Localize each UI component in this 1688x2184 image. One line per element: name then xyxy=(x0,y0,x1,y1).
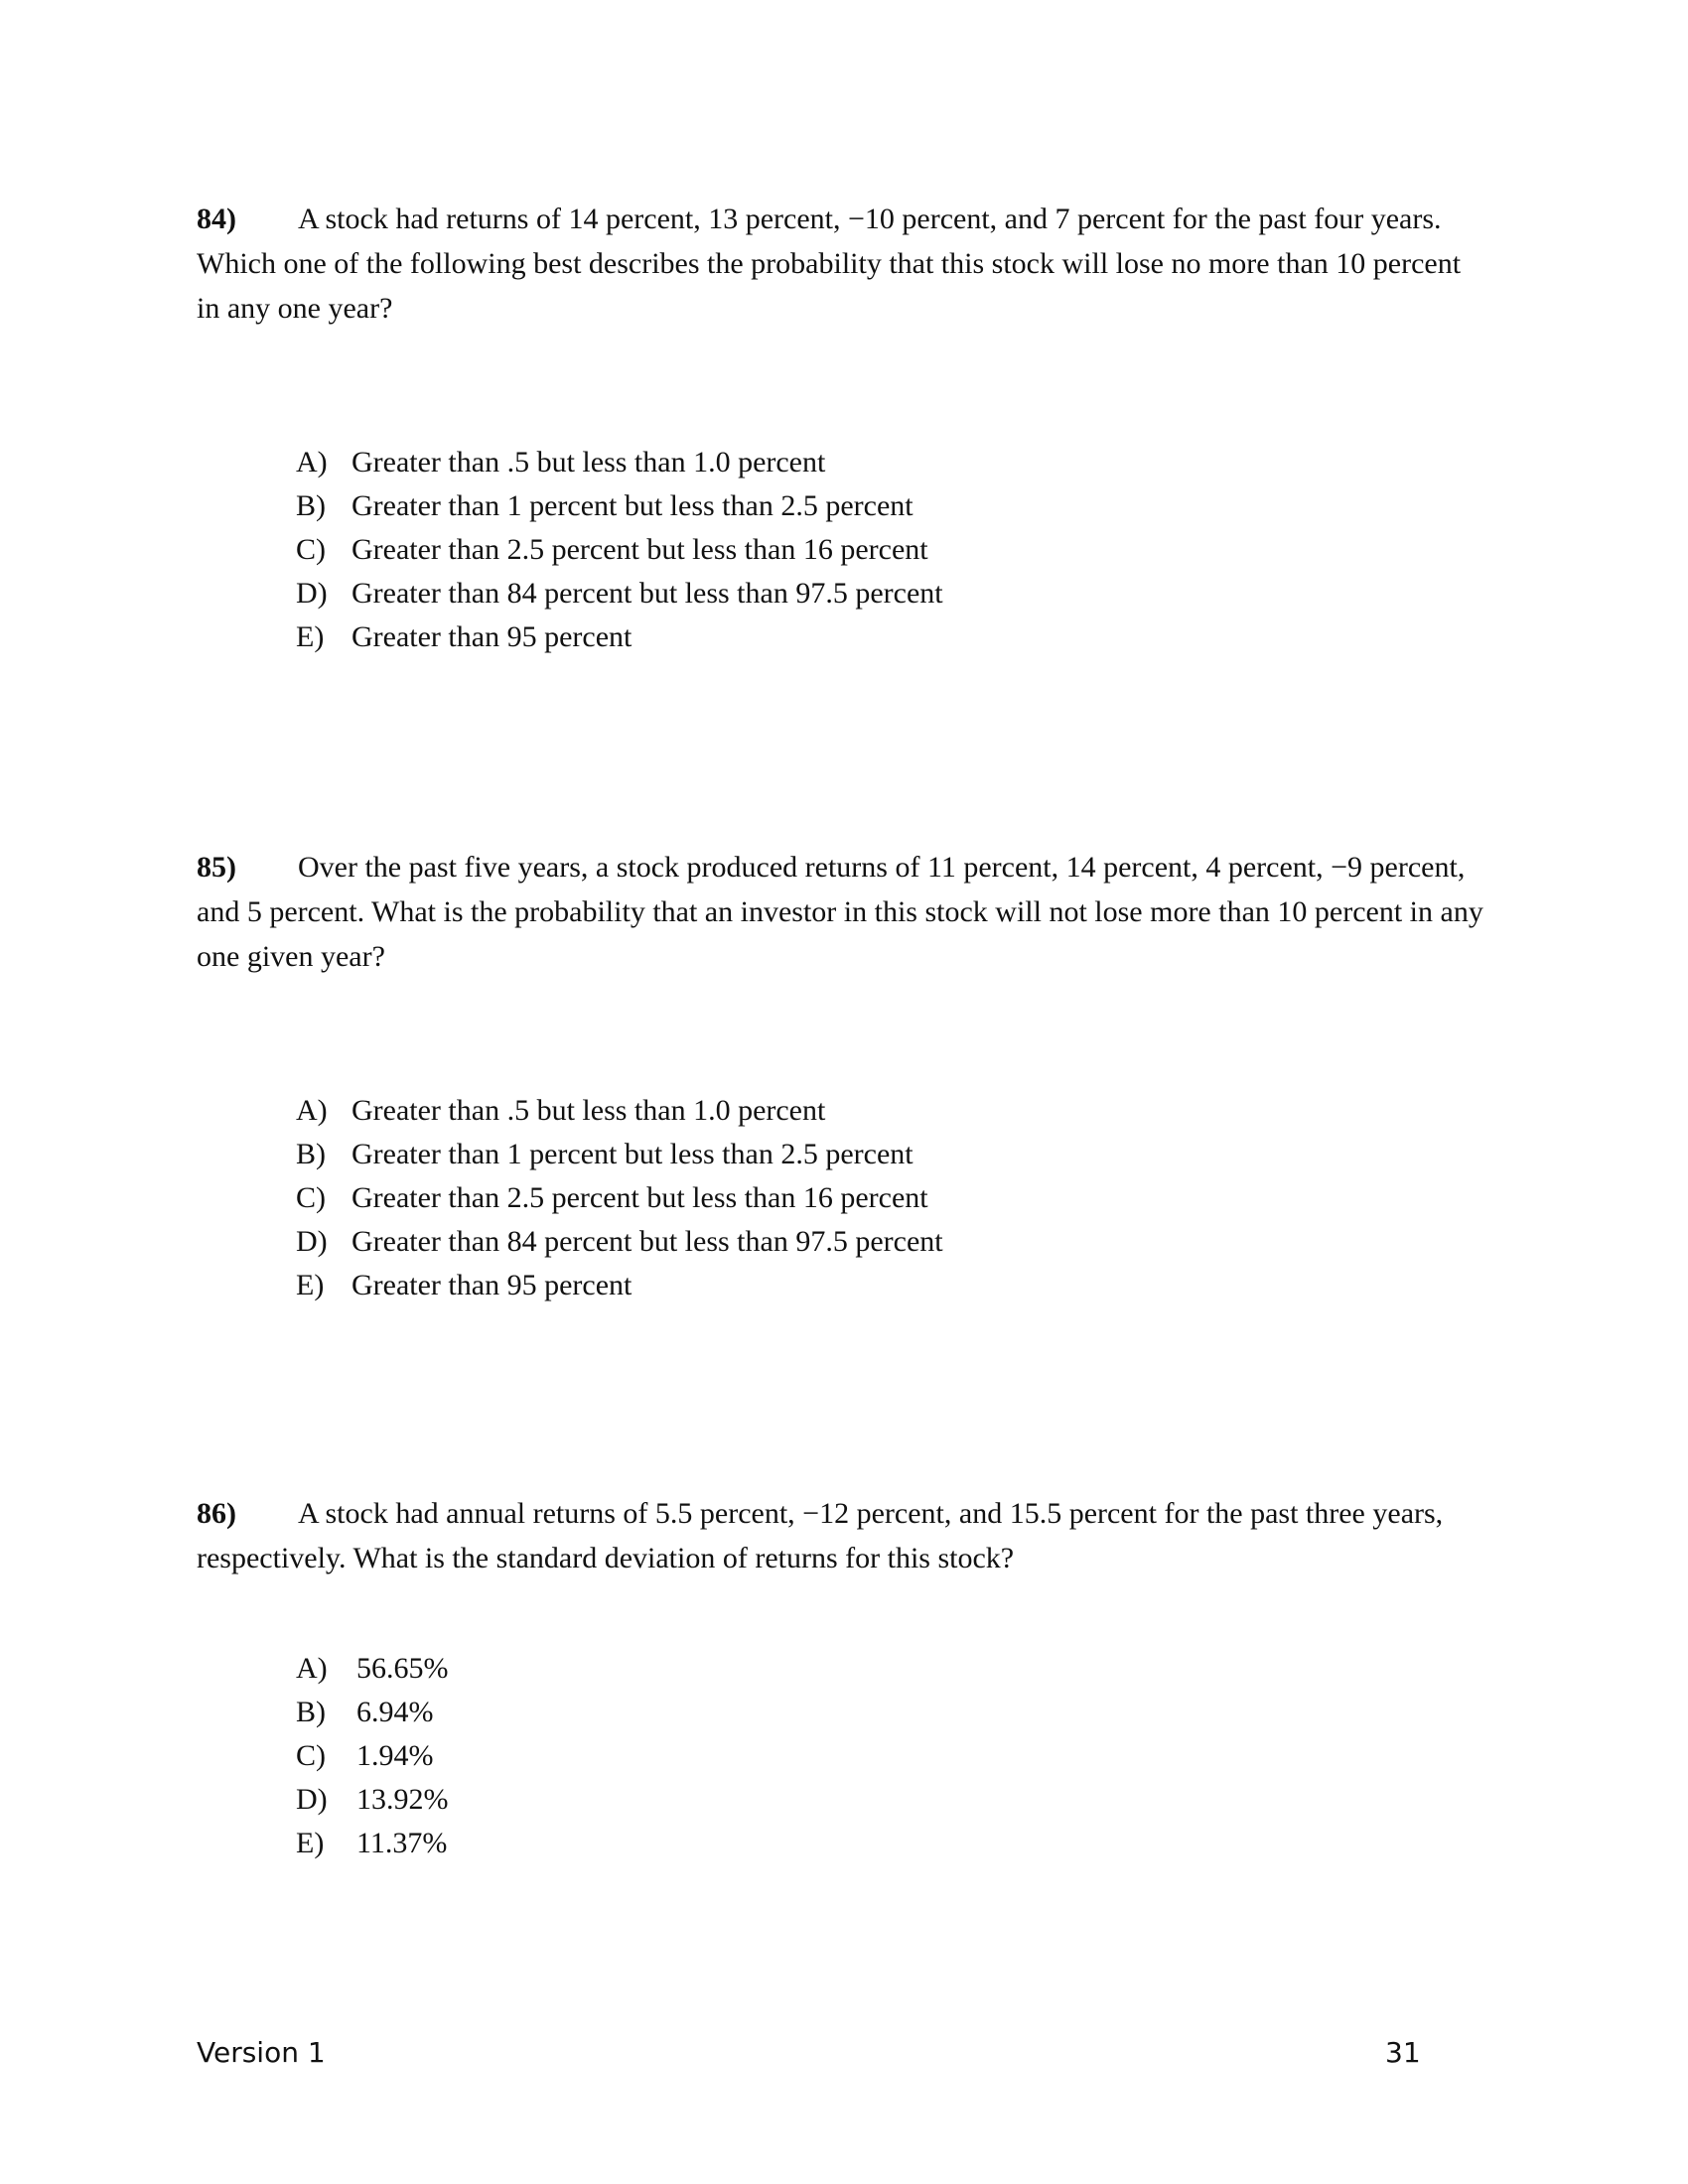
answer-choice xyxy=(296,1822,449,1865)
choice-letter: E) xyxy=(296,620,325,653)
question-text: A stock had annual returns of 5.5 percent, −12 percent, and 15.5 percent for the past three years, respectively. What is the standard deviation of returns for this stock? xyxy=(197,1497,1444,1574)
choice-letter: C) xyxy=(296,1181,326,1214)
choice-text: 6.94% xyxy=(356,1696,434,1728)
answer-choice xyxy=(296,572,943,615)
answer-choice xyxy=(296,1220,943,1264)
question-86 xyxy=(197,1491,1487,1580)
choice-letter: D) xyxy=(296,1225,328,1258)
answer-choice xyxy=(296,441,943,484)
choice-text: Greater than 1 percent but less than 2.5 percent xyxy=(352,489,914,522)
answer-choice xyxy=(296,1647,449,1691)
answer-choice xyxy=(296,1734,449,1778)
choice-letter: A) xyxy=(296,446,328,478)
choice-letter: C) xyxy=(296,533,326,566)
answer-choice xyxy=(296,1133,943,1176)
choice-text: Greater than 1 percent but less than 2.5 percent xyxy=(352,1138,914,1170)
question-84 xyxy=(197,197,1487,331)
choice-text: 1.94% xyxy=(356,1739,434,1772)
answer-choice xyxy=(296,1264,943,1307)
question-number: 85) xyxy=(197,851,236,884)
question-number: 86) xyxy=(197,1497,236,1530)
choice-text: Greater than 84 percent but less than 97.5 percent xyxy=(352,1225,943,1258)
choice-text: Greater than .5 but less than 1.0 percent xyxy=(352,1094,826,1127)
choice-text: Greater than 84 percent but less than 97.5 percent xyxy=(352,577,943,610)
answer-choice xyxy=(296,484,943,528)
answer-choice xyxy=(296,1176,943,1220)
choice-letter: B) xyxy=(296,489,326,522)
choice-text: 11.37% xyxy=(356,1827,448,1859)
answer-choices-85 xyxy=(296,1089,943,1307)
choice-letter: A) xyxy=(296,1094,328,1127)
answer-choice xyxy=(296,1089,943,1133)
choice-letter: B) xyxy=(296,1696,326,1728)
choice-letter: D) xyxy=(296,577,328,610)
choice-text: 56.65% xyxy=(356,1652,449,1685)
question-number: 84) xyxy=(197,203,236,235)
choice-letter: E) xyxy=(296,1827,325,1859)
choice-letter: E) xyxy=(296,1269,325,1301)
footer-version: Version 1 xyxy=(197,2036,326,2069)
choice-text: 13.92% xyxy=(356,1783,449,1816)
footer-page-number: 31 xyxy=(1385,2036,1421,2069)
choice-text: Greater than 95 percent xyxy=(352,620,633,653)
choice-text: Greater than 2.5 percent but less than 16 percent xyxy=(352,1181,928,1214)
choice-text: Greater than .5 but less than 1.0 percent xyxy=(352,446,826,478)
choice-letter: B) xyxy=(296,1138,326,1170)
question-text: A stock had returns of 14 percent, 13 percent, −10 percent, and 7 percent for the past four years. Which one of the following best describes the probability that this stock will lose no more than 10 percent in any one year? xyxy=(197,203,1462,325)
answer-choice xyxy=(296,615,943,659)
question-85 xyxy=(197,845,1487,979)
answer-choice xyxy=(296,1778,449,1822)
answer-choice xyxy=(296,528,943,572)
question-text: Over the past five years, a stock produced returns of 11 percent, 14 percent, 4 percent, −9 percent, and 5 percent. What is the probability that an investor in this stock will not lose more than 10 percent in any one given year? xyxy=(197,851,1483,973)
answer-choice xyxy=(296,1691,449,1734)
choice-text: Greater than 2.5 percent but less than 16 percent xyxy=(352,533,928,566)
choice-text: Greater than 95 percent xyxy=(352,1269,633,1301)
choice-letter: D) xyxy=(296,1783,328,1816)
answer-choices-86 xyxy=(296,1647,449,1865)
answer-choices-84 xyxy=(296,441,943,659)
choice-letter: A) xyxy=(296,1652,328,1685)
choice-letter: C) xyxy=(296,1739,326,1772)
